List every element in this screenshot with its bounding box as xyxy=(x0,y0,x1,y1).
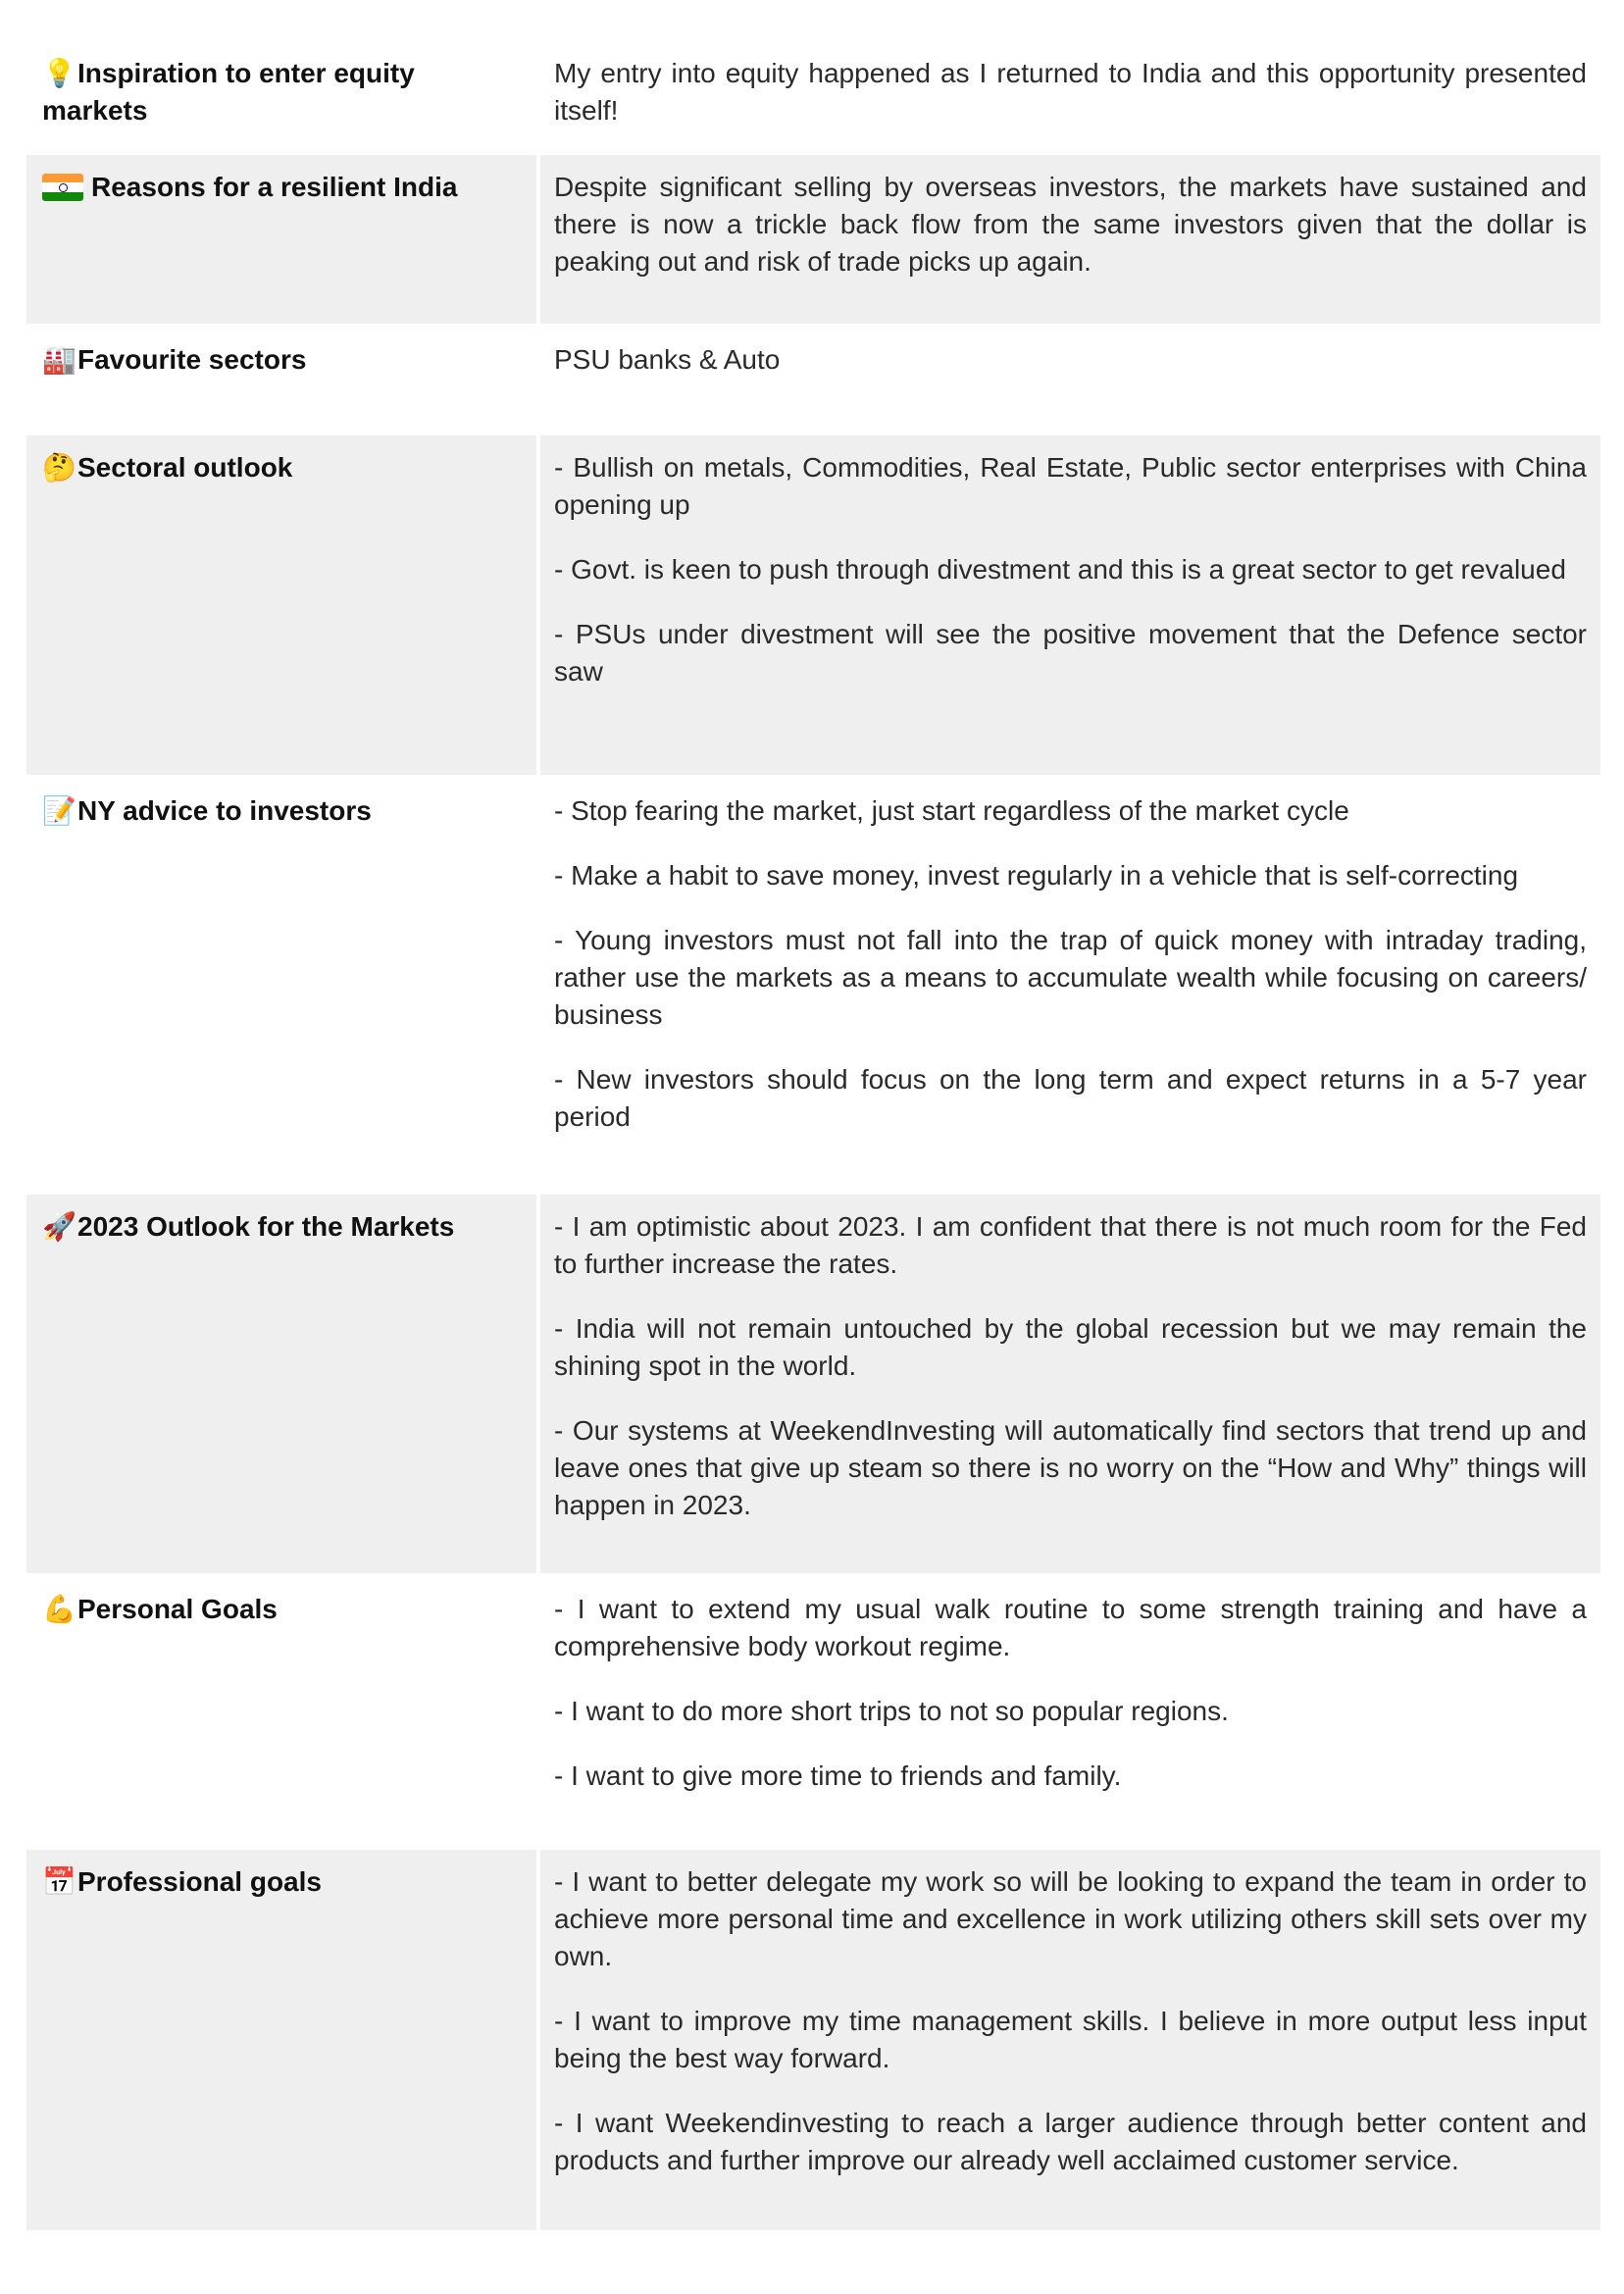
content-paragraph: - Bullish on metals, Commodities, Real Estate, Public sector enterprises with China opening up xyxy=(554,452,1587,520)
row-label-cell xyxy=(26,1850,536,2230)
row-label-cell xyxy=(26,1577,536,1846)
rocket-icon: 🚀 xyxy=(42,1211,76,1242)
table-row xyxy=(26,1195,1600,1573)
row-content-cell xyxy=(540,41,1600,151)
content-paragraph: - I want to improve my time management skills. I believe in more output less input being the best way forward. xyxy=(554,2006,1587,2073)
content-paragraph: - India will not remain untouched by the global recession but we may remain the shining spot in the world. xyxy=(554,1313,1587,1381)
content-paragraph: - I want to better delegate my work so will be looking to expand the team in order to achieve more personal time and excellence in work utilizing others skill sets over my own. xyxy=(554,1866,1587,1971)
row-label-cell xyxy=(26,328,536,432)
content-paragraph: - PSUs under divestment will see the positive movement that the Defence sector saw xyxy=(554,619,1587,687)
row-label-cell xyxy=(26,155,536,324)
row-content-cell xyxy=(540,435,1600,775)
content-paragraph: - Make a habit to save money, invest regularly in a vehicle that is self-correcting xyxy=(554,860,1519,891)
row-label: Favourite sectors xyxy=(77,344,307,375)
table-row xyxy=(26,779,1600,1191)
table-row xyxy=(26,1850,1600,2230)
content-paragraph: - I want to extend my usual walk routine to some strength training and have a comprehensive body workout regime. xyxy=(554,1594,1587,1661)
content-paragraph: - I want Weekendinvesting to reach a larger audience through better content and products and further improve our already well acclaimed customer service. xyxy=(554,2108,1587,2175)
content-paragraph: - Our systems at WeekendInvesting will automatically find sectors that trend up and leave ones that give up steam so there is no worry on the “How and Why” things will happen in 2023. xyxy=(554,1415,1587,1520)
calendar-icon: 📅 xyxy=(42,1866,76,1897)
profile-table xyxy=(26,41,1600,2234)
row-label-cell xyxy=(26,41,536,151)
content-paragraph: My entry into equity happened as I returned to India and this opportunity presented itself! xyxy=(554,58,1587,126)
row-content-cell xyxy=(540,155,1600,324)
content-paragraph: Despite significant selling by overseas investors, the markets have sustained and there is now a trickle back flow from the same investors given that the dollar is peaking out and risk of trade picks up again. xyxy=(554,172,1587,277)
row-content-cell xyxy=(540,1195,1600,1573)
row-content-cell xyxy=(540,1850,1600,2230)
row-label: Professional goals xyxy=(77,1866,322,1897)
row-label: Sectoral outlook xyxy=(77,452,293,483)
content-paragraph: - I am optimistic about 2023. I am confident that there is not much room for the Fed to further increase the rates. xyxy=(554,1211,1587,1279)
row-label: 2023 Outlook for the Markets xyxy=(77,1211,455,1242)
india-flag-icon xyxy=(42,174,83,201)
table-row xyxy=(26,328,1600,432)
row-label: Personal Goals xyxy=(77,1594,278,1624)
row-content-cell xyxy=(540,1577,1600,1846)
content-paragraph: PSU banks & Auto xyxy=(554,344,781,375)
content-paragraph: - Stop fearing the market, just start regardless of the market cycle xyxy=(554,795,1349,826)
light-bulb-icon: 💡 xyxy=(42,58,76,88)
memo-icon: 📝 xyxy=(42,795,76,826)
content-paragraph: - I want to do more short trips to not so popular regions. xyxy=(554,1696,1229,1726)
row-label-cell xyxy=(26,779,536,1191)
thinking-face-icon: 🤔 xyxy=(42,452,76,483)
row-label-cell xyxy=(26,435,536,775)
factory-icon: 🏭 xyxy=(42,344,76,375)
row-label-cell xyxy=(26,1195,536,1573)
table-row xyxy=(26,41,1600,151)
flexed-biceps-icon: 💪 xyxy=(42,1594,76,1624)
content-paragraph: - Young investors must not fall into the trap of quick money with intraday trading, rather use the markets as a means to accumulate wealth while focusing on careers/ business xyxy=(554,925,1587,1030)
content-paragraph: - New investors should focus on the long term and expect returns in a 5-7 year period xyxy=(554,1064,1587,1132)
table-row xyxy=(26,435,1600,775)
content-paragraph: - I want to give more time to friends and family. xyxy=(554,1760,1122,1791)
row-content-cell xyxy=(540,328,1600,432)
table-row xyxy=(26,155,1600,324)
content-paragraph: - Govt. is keen to push through divestment and this is a great sector to get revalued xyxy=(554,554,1566,585)
row-content-cell xyxy=(540,779,1600,1191)
table-row xyxy=(26,1577,1600,1846)
row-label: NY advice to investors xyxy=(77,795,372,826)
row-label: Reasons for a resilient India xyxy=(91,172,458,202)
row-label: Inspiration to enter equity markets xyxy=(42,58,415,126)
